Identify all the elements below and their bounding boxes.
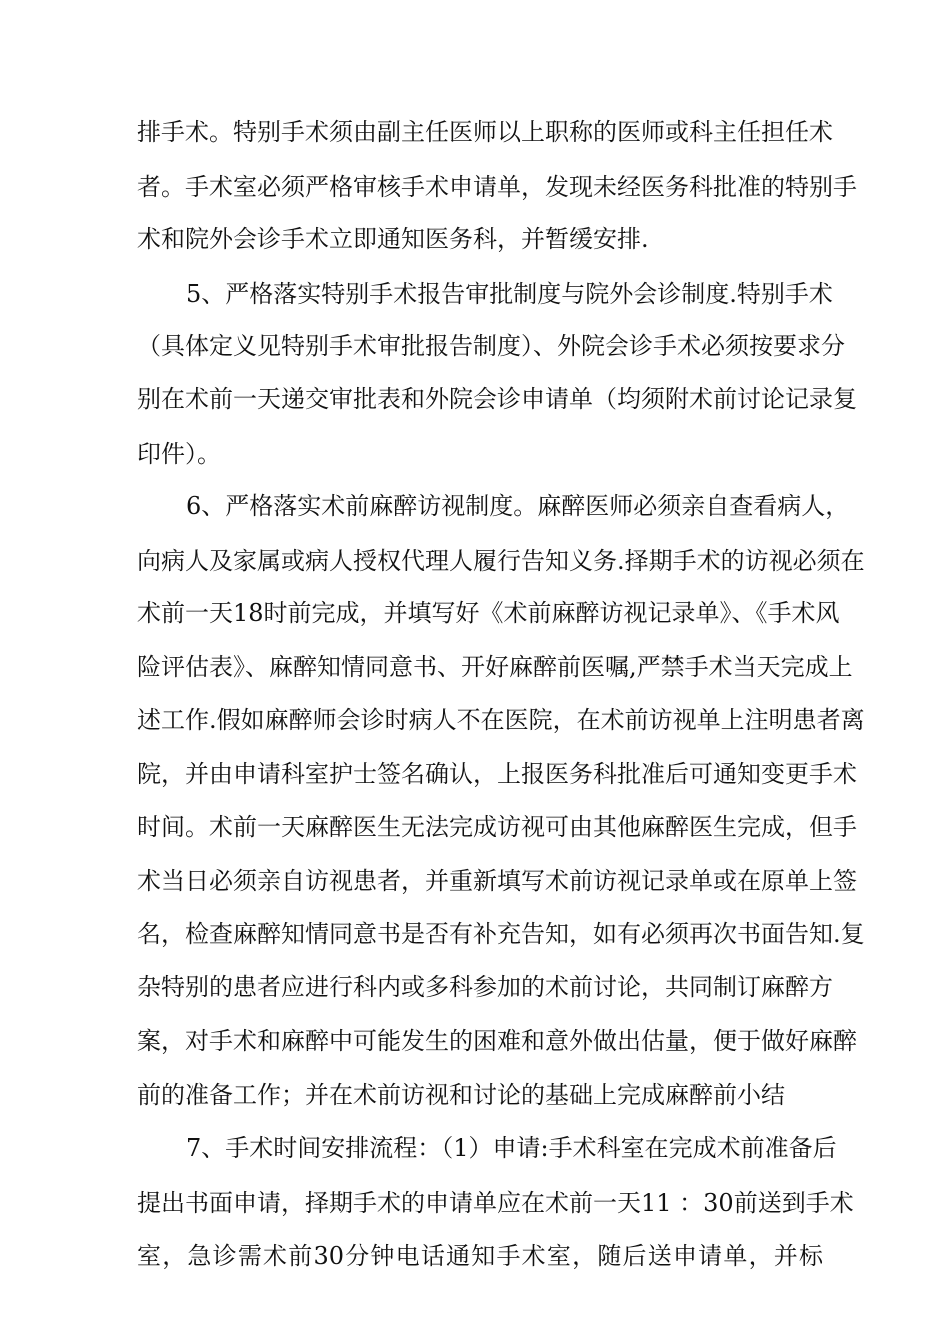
- text-line: 案，对手术和麻醉中可能发生的困难和意外做出估量，便于做好麻醉: [137, 1027, 857, 1055]
- text-line: （具体定义见特别手术审批报告制度）、外院会诊手术必须按要求分: [137, 332, 845, 360]
- text-line: 险评估表》、麻醉知情同意书、开好麻醉前医嘱,严禁手术当天完成上: [137, 653, 853, 681]
- paragraph-start-line: 7、手术时间安排流程：（1）申请:手术科室在完成术前准备后: [186, 1134, 837, 1162]
- text-line: 名，检查麻醉知情同意书是否有补充告知，如有必须再次书面告知.复: [137, 920, 865, 948]
- text-line: 术和院外会诊手术立即通知医务科，并暂缓安排.: [137, 225, 649, 253]
- text-line: 提出书面申请，择期手术的申请单应在术前一天11 ：30前送到手术: [137, 1189, 854, 1217]
- text-line: 术当日必须亲自访视患者，并重新填写术前访视记录单或在原单上签: [137, 867, 857, 895]
- text-line: 前的准备工作；并在术前访视和讨论的基础上完成麻醉前小结: [137, 1081, 785, 1109]
- text-line: 印件）。: [137, 440, 221, 468]
- text-line: 别在术前一天递交审批表和外院会诊申请单（均须附术前讨论记录复: [137, 385, 857, 413]
- text-line: 室，急诊需术前30分钟电话通知手术室，随后送申请单，并标: [137, 1242, 823, 1270]
- text-line: 院，并由申请科室护士签名确认，上报医务科批准后可通知变更手术: [137, 760, 857, 788]
- text-line: 述工作.假如麻醉师会诊时病人不在医院，在术前访视单上注明患者离: [137, 706, 865, 734]
- text-line: 术前一天18时前完成，并填写好《术前麻醉访视记录单》、《手术风: [137, 599, 840, 627]
- paragraph-start-line: 6、严格落实术前麻醉访视制度。麻醉医师必须亲自查看病人，: [186, 492, 850, 520]
- text-line: 杂特别的患者应进行科内或多科参加的术前讨论，共同制订麻醉方: [137, 973, 833, 1001]
- text-line: 时间。术前一天麻醉医生无法完成访视可由其他麻醉医生完成，但手: [137, 813, 857, 841]
- text-line: 向病人及家属或病人授权代理人履行告知义务.择期手术的访视必须在: [137, 547, 865, 575]
- text-line: 排手术。特别手术须由副主任医师以上职称的医师或科主任担任术: [137, 118, 833, 146]
- paragraph-start-line: 5、严格落实特别手术报告审批制度与院外会诊制度.特别手术: [186, 280, 833, 308]
- text-line: 者。手术室必须严格审核手术申请单，发现未经医务科批准的特别手: [137, 173, 857, 201]
